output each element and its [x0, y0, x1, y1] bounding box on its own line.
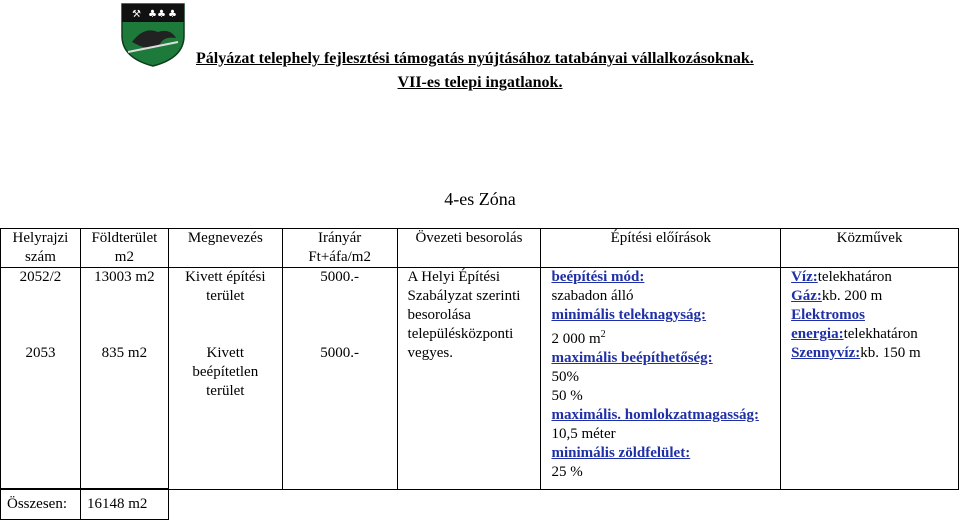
- rules-max-built-value-2: 50 %: [551, 388, 583, 404]
- row-1-name: Kivett építési terület: [185, 269, 266, 304]
- header-zoning: Övezeti besorolás: [397, 229, 541, 268]
- rules-min-plot-exponent: 2: [600, 329, 606, 340]
- total-table: [0, 488, 169, 520]
- row-2-area: 835 m2: [101, 345, 148, 361]
- header-price: Irányár Ft+áfa/m2: [282, 229, 397, 268]
- page-title-line-2: VII-es telepi ingatlanok.: [397, 74, 563, 91]
- table-header-row: [1, 229, 959, 268]
- rules-facade-value: 10,5 méter: [551, 426, 616, 442]
- utility-sewer-value: kb. 150 m: [860, 345, 921, 361]
- rules-min-plot-number: 2 000 m: [551, 331, 601, 347]
- row-2-price: 5000.-: [320, 345, 360, 361]
- utility-water-value: telekhatáron: [817, 269, 892, 285]
- rules-mode-label: beépítési mód:: [551, 269, 645, 285]
- name-cell: [168, 268, 282, 490]
- svg-text:♣: ♣: [168, 9, 177, 20]
- utility-water: [791, 268, 955, 287]
- page-title-line-1: Pályázat telephely fejlesztési támogatás nyújtásához tatabányai vállalkozásoknak.: [196, 50, 754, 67]
- header-name: Megnevezés: [168, 229, 282, 268]
- header-rules: Építési előírások: [541, 229, 781, 268]
- city-coat-of-arms-logo: [110, 2, 196, 68]
- rules-min-plot-value: [551, 325, 777, 349]
- utility-electric-label: Elektromos energia:: [791, 307, 865, 342]
- zoning-cell: A Helyi Építési Szabályzat szerinti besorolása településközponti vegyes.: [397, 268, 541, 490]
- row-2-hrsz: 2053: [25, 345, 56, 361]
- utility-water-label: Víz:: [791, 269, 818, 285]
- svg-text:⚒: ⚒: [132, 9, 141, 20]
- rules-green-label: minimális zöldfelület:: [551, 445, 691, 461]
- total-value: 16148 m2: [81, 489, 169, 520]
- utility-gas: [791, 287, 955, 306]
- utilities-cell: [781, 268, 959, 490]
- row-1-price: 5000.-: [320, 269, 360, 285]
- utility-electric: [791, 306, 955, 344]
- total-row: [1, 489, 169, 520]
- rules-max-built-label: maximális beépíthetőség:: [551, 350, 713, 366]
- header-utilities: Közművek: [781, 229, 959, 268]
- utility-gas-value: kb. 200 m: [821, 288, 883, 304]
- utility-sewer-label: Szennyvíz:: [791, 345, 861, 361]
- rules-mode-value: szabadon álló: [551, 288, 634, 304]
- hrsz-cell: [1, 268, 81, 490]
- rules-min-plot-label: minimális teleknagyság:: [551, 307, 707, 323]
- price-cell: [282, 268, 397, 490]
- header-area: Földterület m2: [80, 229, 168, 268]
- total-label: Összesen:: [1, 489, 81, 520]
- row-2-name: Kivett beépítetlen terület: [192, 345, 259, 399]
- svg-text:♣♣: ♣♣: [148, 9, 166, 20]
- utility-gas-label: Gáz:: [791, 288, 822, 304]
- rules-cell: [541, 268, 781, 490]
- zone-heading: 4-es Zóna: [444, 189, 516, 209]
- utility-sewer: [791, 344, 955, 363]
- header-hrsz: Helyrajzi szám: [1, 229, 81, 268]
- property-table: [0, 228, 959, 490]
- table-body-row: [1, 268, 959, 490]
- rules-max-built-value-1: 50%: [551, 369, 579, 385]
- utility-electric-value: telekhatáron: [843, 326, 918, 342]
- rules-facade-label: maximális. homlokzatmagasság:: [551, 407, 759, 423]
- area-cell: [80, 268, 168, 490]
- row-1-area: 13003 m2: [94, 269, 155, 285]
- rules-green-value: 25 %: [551, 464, 583, 480]
- row-1-hrsz: 2052/2: [19, 269, 62, 285]
